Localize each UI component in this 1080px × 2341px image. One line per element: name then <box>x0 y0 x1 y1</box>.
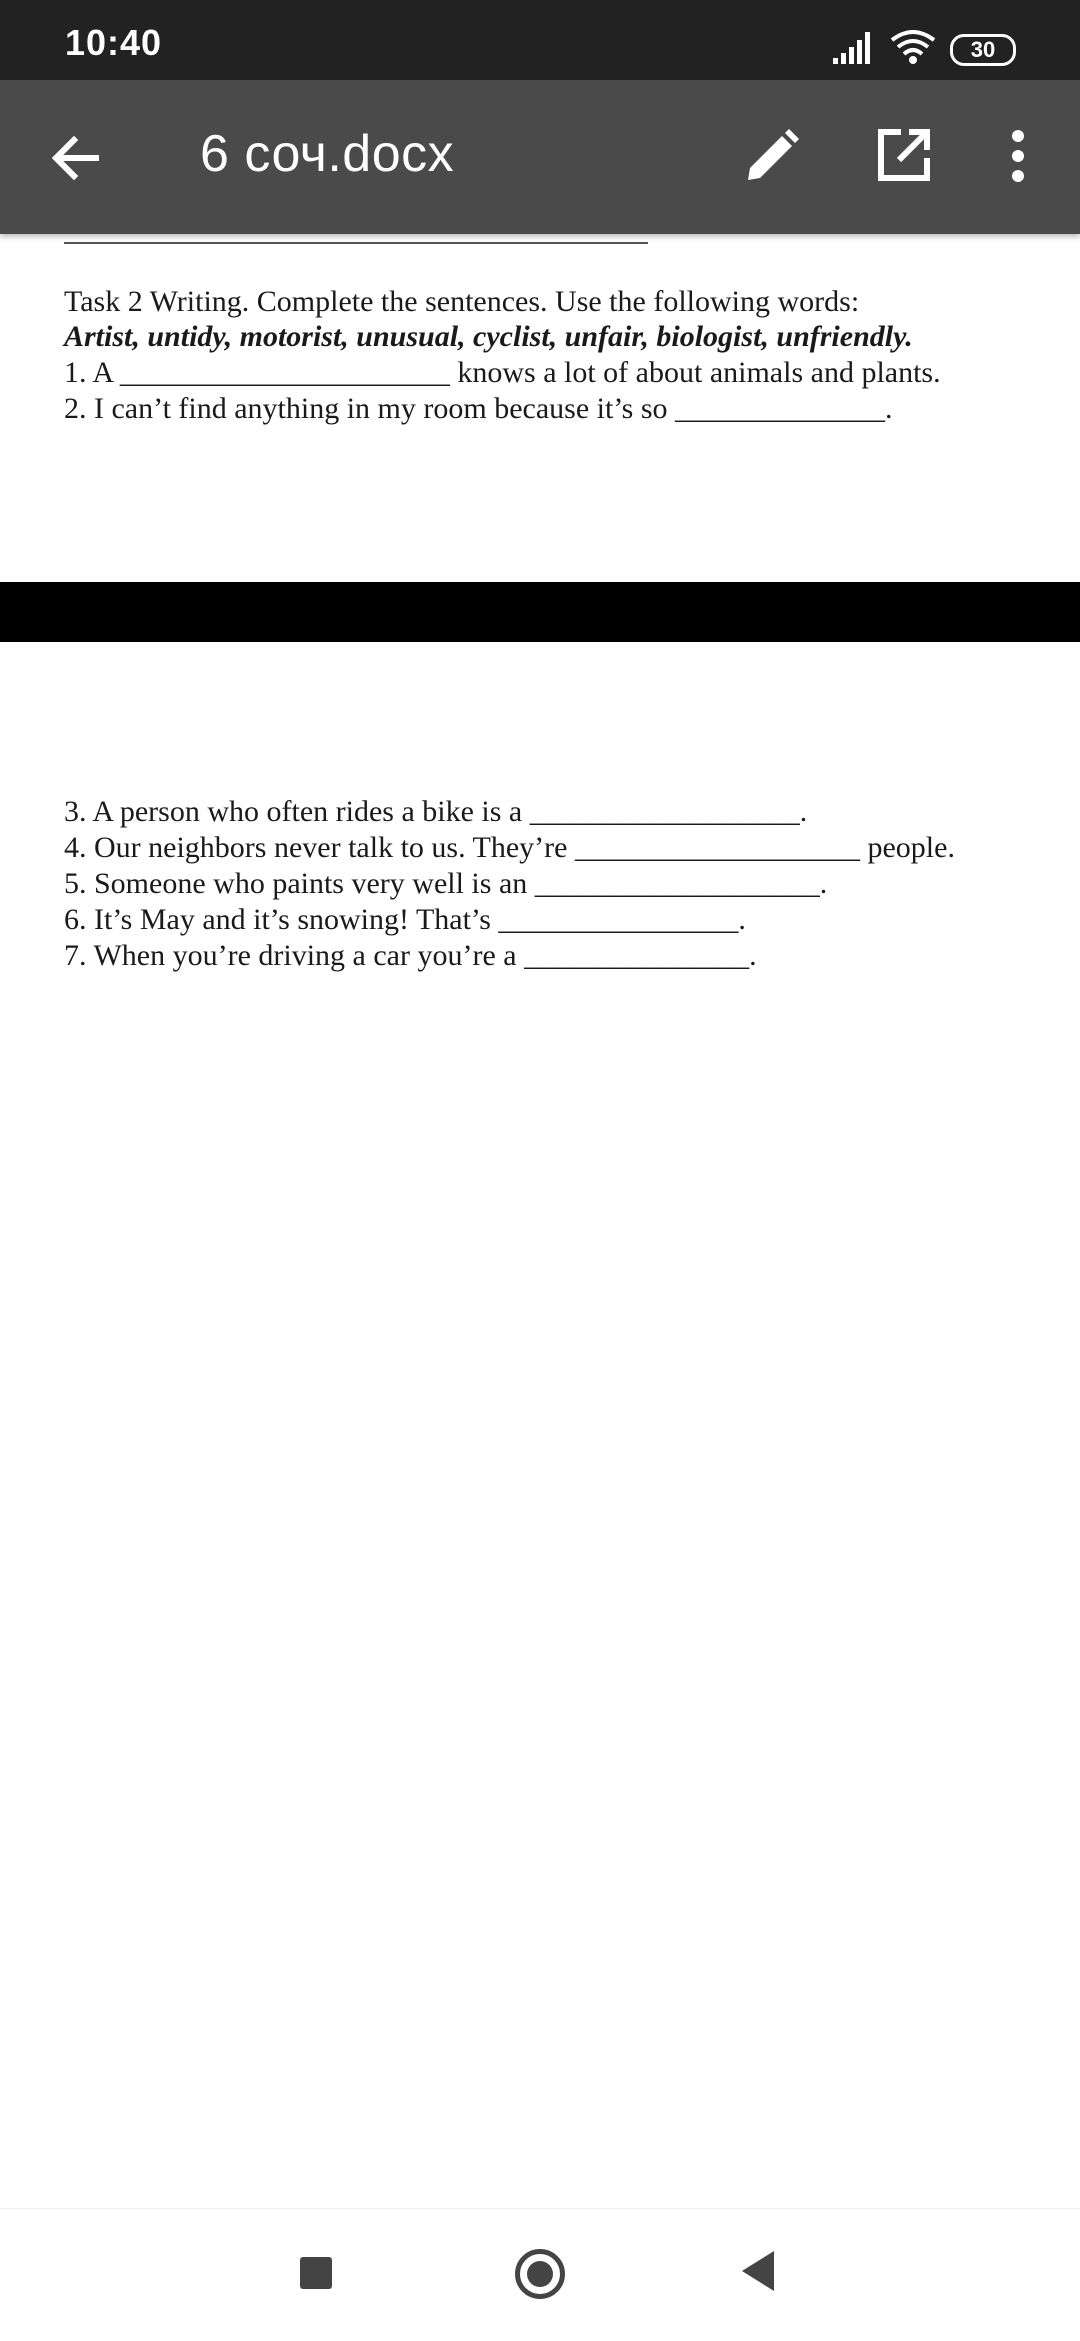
sentence-5: 5. Someone who paints very well is an ___________________. <box>64 867 828 900</box>
open-external-icon[interactable] <box>875 126 933 188</box>
battery-icon: 30 <box>950 34 1016 66</box>
more-vert-icon[interactable] <box>1006 128 1030 188</box>
system-nav-bar <box>0 2208 1080 2341</box>
sentence-3: 3. A person who often rides a bike is a __________________. <box>64 795 808 828</box>
document-viewer[interactable] <box>0 234 1080 2208</box>
status-bar <box>0 0 1080 80</box>
sentence-7: 7. When you’re driving a car you’re a _______________. <box>64 939 757 972</box>
word-bank: Artist, untidy, motorist, unusual, cyclist, unfair, biologist, unfriendly. <box>64 320 913 353</box>
sentence-6: 6. It’s May and it’s snowing! That’s ________________. <box>64 903 746 936</box>
status-time: 10:40 <box>65 22 163 63</box>
back-arrow-icon[interactable] <box>48 130 104 190</box>
task-heading: Task 2 Writing. Complete the sentences. Use the following words: <box>64 285 860 318</box>
app-bar <box>0 80 1080 234</box>
document-title: 6 соч.docx <box>200 125 455 183</box>
sentence-1: 1. A ______________________ knows a lot of about animals and plants. <box>64 356 941 389</box>
recents-square-icon[interactable] <box>300 2257 332 2289</box>
sentence-4: 4. Our neighbors never talk to us. They’re ___________________ people. <box>64 831 955 864</box>
signal-icon <box>833 30 877 68</box>
home-circle-icon[interactable] <box>515 2249 565 2299</box>
edit-pencil-icon[interactable] <box>742 128 800 190</box>
page-break <box>0 582 1080 642</box>
back-triangle-icon[interactable] <box>742 2251 774 2291</box>
divider-line <box>64 242 648 244</box>
sentence-2: 2. I can’t find anything in my room because it’s so ______________. <box>64 392 893 425</box>
wifi-icon <box>888 28 938 68</box>
